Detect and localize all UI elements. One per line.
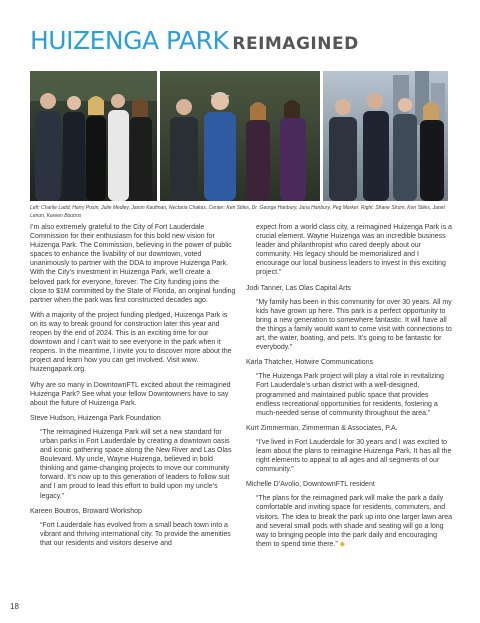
quote-text: “My family has been in this community for over 30 years. All my kids have grown up here. This park is a perfect opportunity to bring a new generation to somewhere fantastic. It will have all the things a family would want to come visit with connections to art, the water, boating, and pets. It’s going to be fantastic for everybody.” xyxy=(256,298,452,352)
quote-attribution: Kurt Zimmerman, Zimmerman & Associates, P.A. xyxy=(246,424,398,432)
body-paragraph: With a majority of the project funding pledged, Huizenga Park is on its way to break ground for construction later this year and reopen by the end of 2024. This is an exciting time for our downtown and I can’t wait to see everyone in the park when it reopens. In the meantime, I invite you to discover more about the project and learn how you can get involved. Visit www. huizengapark.org. xyxy=(30,311,232,374)
quote-attribution: Michelle D’Avolio, DowntownFTL resident xyxy=(246,481,375,489)
title-main: HUIZENGA PARK xyxy=(30,26,229,55)
photo-caption: Left: Charlie Ladd, Harry Posin, Julie Medley, Jason Kaufman, Nectaria Chakas. Center: Ken Stiles, Dr. George Hanbury, Jana Hanbury, Peg Marker. Right: Shane Strum, Ken Stiles, Janet Lenon, Kareen Boutros xyxy=(30,205,445,219)
quote-attribution: Kareen Boutros, Broward Workshop xyxy=(30,507,142,515)
quote-text: “The plans for the reimagined park will make the park a daily comfortable and inviting space for residents, commuters, and visitors. The idea to break the park up into one larger lawn area and several small pods with shade and seating will go a long way to bringing people into the park daily and encouraging them to spend time there.” ◆ xyxy=(256,495,452,548)
right-column xyxy=(246,223,452,549)
photo-right-group xyxy=(323,71,448,201)
left-column xyxy=(30,223,236,548)
photo-left-group xyxy=(30,71,157,201)
page-title xyxy=(30,26,359,56)
body-paragraph: Why are so many in DowntownFTL excited about the reimagined Huizenga Park? See what your fellow Downtowners have to say about the future of Huizenga Park. xyxy=(30,381,231,407)
end-mark-icon: ◆ xyxy=(337,540,346,548)
page-number: 18 xyxy=(10,602,19,611)
photo-strip xyxy=(30,71,448,201)
quote-text: “I’ve lived in Fort Lauderdale for 30 years and I was excited to learn about the plans to reimagine Huizenga Park. It has all the right elements to appeal to all ages and all segments of our community.” xyxy=(256,438,452,474)
quote-attribution: Jodi Tanner, Las Olas Capital Arts xyxy=(246,284,351,292)
quote-text: expect from a world class city, a reimagined Huizenga Park is a crucial element. Wayne Huizenga was an incredible business leader and philanthropist who cared deeply about our community. His legacy should be memorialized and I encourage our local business leaders to invest in this exciting project.” xyxy=(256,224,452,277)
quote-attribution: Steve Hudson, Huizenga Park Foundation xyxy=(30,414,161,422)
quote-text: “Fort Lauderdale has evolved from a small beach town into a vibrant and thriving international city. To provide the amenities that our residents and visitors deserve and xyxy=(40,521,231,547)
quote-attribution: Karla Thatcher, Hotwire Communications xyxy=(246,359,374,367)
title-sub: REIMAGINED xyxy=(232,34,359,54)
photo-center-group xyxy=(160,71,320,201)
quote-text: “The Huizenga Park project will play a vital role in revitalizing Fort Lauderdale’s urban district with a well-designed, programmed and maintained public space that provides endless recreational opportunities for residents, fostering a much-needed sense of community throughout the area.” xyxy=(256,373,444,417)
quote-text: “The reimagined Huizenga Park will set a new standard for urban parks in Fort Lauderdale by creating a downtown oasis and iconic gathering space along the New River and Las Olas Boulevard. My uncle, Wayne Huizenga, believed in bold thinking and game-changing projects to move our community forward. It’s now up to this generation of leaders to follow suit and I am proud to lead this effort to build upon my uncle’s legacy.” xyxy=(40,428,232,500)
body-paragraph: I’m also extremely grateful to the City of Fort Lauderdale Commission for their enthusiasm for this bold new vision for Huizenga Park. The Commission, believing in the power of public spaces to enhance the livability of our downtown, voted unanimously to partner with the DDA to improve Huizenga Park. With the City’s investment in Huizenga Park, we’ll create a beloved park for everyone, forever. The City funding joins the close to $1M committed by the State of Florida, an original funding partner when the park was first constructed decades ago. xyxy=(30,224,236,304)
